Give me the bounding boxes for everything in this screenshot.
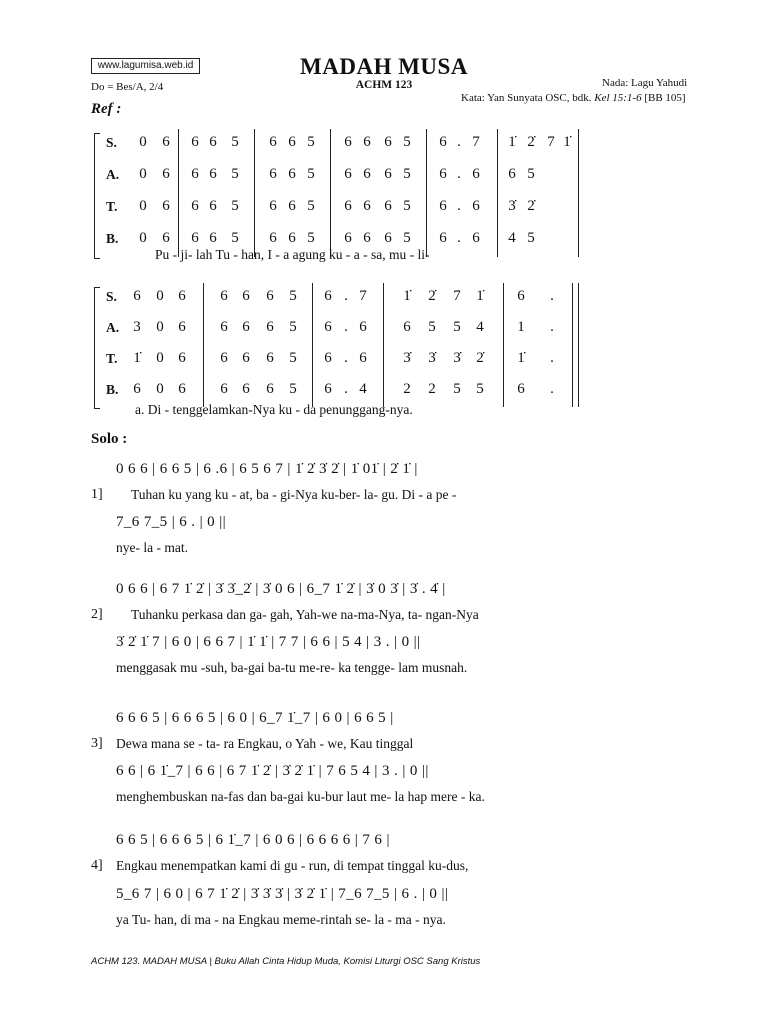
note: 6 [220, 319, 228, 335]
note: 5 [476, 381, 484, 397]
verse-1-number: 1] [91, 487, 103, 502]
barline [178, 129, 179, 161]
verse-4-lyrics-2: ya Tu- han, di ma - na Engkau meme-rintah se- la - ma - nya. [116, 912, 446, 927]
note: 6 [439, 134, 447, 150]
note: 6 [439, 230, 447, 246]
note: 5 [403, 134, 411, 150]
note: 2 [428, 381, 436, 397]
barline [383, 345, 384, 376]
note: 6 [220, 381, 228, 397]
note: 6 [288, 166, 296, 182]
note: 0 [139, 166, 147, 182]
note: 6 [344, 166, 352, 182]
note: 6 [162, 134, 170, 150]
note: 6 [384, 198, 392, 214]
note: 6 [178, 319, 186, 335]
voice-label: S. [106, 135, 117, 150]
note: 5 [527, 230, 535, 246]
barline [503, 283, 504, 314]
note: 1̇ [563, 134, 571, 150]
note: 6 [288, 134, 296, 150]
note: 0 [156, 350, 164, 366]
verse-1-lyrics-2: nye- la - mat. [116, 540, 188, 555]
verse-2-lyrics-2: menggasak mu -suh, ba-gai ba-tu me-re- ka tengge- lam musnah. [116, 660, 468, 675]
note: 2̇ [527, 198, 535, 214]
voice-label: S. [106, 289, 117, 304]
note: 0 [139, 134, 147, 150]
note: 5 [231, 198, 239, 214]
note: 5 [403, 198, 411, 214]
final-barline [578, 129, 579, 257]
note: . [457, 166, 461, 182]
barline [254, 161, 255, 193]
note: 5 [289, 381, 297, 397]
barline [426, 129, 427, 161]
note: 6 [359, 350, 367, 366]
note: 6 [344, 230, 352, 246]
voice-label: A. [106, 320, 120, 335]
voice-label: A. [106, 167, 120, 182]
note: 3̇ [403, 350, 411, 366]
note: . [550, 288, 554, 304]
note: 5 [231, 166, 239, 182]
final-barline [572, 283, 573, 407]
note: 1̇ [133, 350, 141, 366]
note: 6 [178, 381, 186, 397]
barline [503, 314, 504, 345]
note: 6 [191, 230, 199, 246]
verse-2-notes-2: 3̇ 2̇ 1̇ 7 | 6 0 | 6 6 7 | 1̇ 1̇ | 7 7 | 6 6 | 5 4 | 3 . | 0 || [116, 634, 421, 650]
verse-4-notes-2: 5_6 7 | 6 0 | 6 7 1̇ 2̇ | 3̇ 3̇ 3̇ | 3̇ 2̇ 1̇ | 7_6 7_5 | 6 . | 0 || [116, 886, 449, 902]
note: 6 [162, 230, 170, 246]
note: 6 [472, 230, 480, 246]
note: 1̇ [508, 134, 516, 150]
note: 7 [359, 288, 367, 304]
verse-2-lyrics-1: Tuhanku perkasa dan ga- gah, Yah-we na-ma-Nya, ta- ngan-Nya [131, 607, 479, 622]
note: 6 [133, 288, 141, 304]
note: 3̇ [428, 350, 436, 366]
note: 2̇ [428, 288, 436, 304]
barline [503, 345, 504, 376]
barline [497, 225, 498, 257]
lyrics-credit [461, 92, 686, 104]
note: . [550, 319, 554, 335]
note: 6 [324, 350, 332, 366]
note: . [550, 381, 554, 397]
note: 5 [453, 319, 461, 335]
barline [312, 314, 313, 345]
barline [312, 345, 313, 376]
note: 6 [324, 319, 332, 335]
note: 4 [476, 319, 484, 335]
lyrics-credit-suffix: [BB 105] [641, 92, 686, 104]
note: 6 [288, 230, 296, 246]
note: 7 [547, 134, 555, 150]
note: 6 [269, 198, 277, 214]
verse-3-lyrics-1: Dewa mana se - ta- ra Engkau, o Yah - we, Kau tinggal [116, 736, 414, 751]
barline [330, 193, 331, 225]
note: 6 [363, 230, 371, 246]
note: 6 [209, 198, 217, 214]
verse-3-lyrics-2: menghembuskan na-fas dan ba-gai ku-bur laut me- la hap mere - ka. [116, 789, 485, 804]
barline [254, 129, 255, 161]
key-signature: Do = Bes/A, 2/4 [91, 81, 164, 93]
barline [426, 193, 427, 225]
note: 5 [289, 288, 297, 304]
note: 4 [508, 230, 516, 246]
note: 5 [428, 319, 436, 335]
note: 6 [220, 288, 228, 304]
note: 3̇ [508, 198, 516, 214]
note: 5 [307, 166, 315, 182]
note: 2̇ [527, 134, 535, 150]
system-bracket [94, 287, 100, 409]
lyrics-credit-prefix: Kata: Yan Sunyata OSC, bdk. [461, 92, 595, 104]
note: 6 [439, 166, 447, 182]
note: 1 [517, 319, 525, 335]
note: 6 [359, 319, 367, 335]
verse-3-notes-2: 6 6 | 6 1̇_7 | 6 6 | 6 7 1̇ 2̇ | 3̇ 2̇ 1̇ | 7 6 5 4 | 3 . | 0 || [116, 763, 429, 779]
barline [203, 345, 204, 376]
note: . [457, 198, 461, 214]
note: 5 [403, 166, 411, 182]
note: . [457, 230, 461, 246]
note: 6 [242, 288, 250, 304]
footer-citation: ACHM 123. MADAH MUSA | Buku Allah Cinta Hidup Muda, Komisi Liturgi OSC Sang Kristus [91, 956, 481, 967]
verse-1-notes-2: 7_6 7_5 | 6 . | 0 || [116, 514, 227, 530]
note: 6 [384, 166, 392, 182]
note: 6 [517, 381, 525, 397]
note: 6 [344, 134, 352, 150]
barline [503, 376, 504, 407]
barline [383, 283, 384, 314]
refrain-label: Ref : [91, 101, 122, 117]
verse-3-number: 3] [91, 736, 103, 751]
song-title: MADAH MUSA [300, 54, 468, 79]
note: . [344, 381, 348, 397]
note: 6 [266, 381, 274, 397]
solo-label: Solo : [91, 431, 128, 447]
note: 5 [527, 166, 535, 182]
note: 6 [191, 134, 199, 150]
refrain-lyrics-2: a. Di - tenggelamkan-Nya ku - da penunggang-nya. [135, 402, 413, 417]
note: . [344, 319, 348, 335]
system-bracket [94, 133, 100, 259]
scripture-reference: Kel 15:1-6 [594, 92, 642, 104]
note: 4 [359, 381, 367, 397]
verse-4-notes-1: 6 6 5 | 6 6 6 5 | 6 1̇_7 | 6 0 6 | 6 6 6 6 | 7 6 | [116, 832, 390, 848]
verse-4-number: 4] [91, 858, 103, 873]
barline [203, 314, 204, 345]
voice-label: B. [106, 382, 119, 397]
note: 6 [324, 381, 332, 397]
note: 5 [231, 230, 239, 246]
barline [178, 193, 179, 225]
barline [330, 129, 331, 161]
note: 6 [162, 166, 170, 182]
note: 6 [209, 134, 217, 150]
note: . [550, 350, 554, 366]
note: 6 [472, 198, 480, 214]
note: 6 [220, 350, 228, 366]
note: 0 [139, 198, 147, 214]
voice-label: B. [106, 231, 119, 246]
note: 6 [266, 319, 274, 335]
barline [426, 161, 427, 193]
verse-4-lyrics-1: Engkau menempatkan kami di gu - run, di tempat tinggal ku-dus, [116, 858, 469, 873]
barline [203, 283, 204, 314]
melody-credit: Nada: Lagu Yahudi [602, 77, 688, 89]
note: 6 [344, 198, 352, 214]
note: 6 [266, 288, 274, 304]
note: 5 [307, 198, 315, 214]
note: 6 [269, 166, 277, 182]
note: 6 [508, 166, 516, 182]
note: 6 [269, 230, 277, 246]
refrain-lyrics-1: Pu - ji- lah Tu - han, I - a agung ku - a - sa, mu - li- [155, 247, 430, 262]
note: 6 [133, 381, 141, 397]
barline [312, 283, 313, 314]
note: 6 [178, 350, 186, 366]
note: 5 [403, 230, 411, 246]
note: 0 [156, 319, 164, 335]
barline [383, 314, 384, 345]
song-code: ACHM 123 [355, 79, 413, 91]
note: 3 [133, 319, 141, 335]
note: 6 [324, 288, 332, 304]
note: 3̇ [453, 350, 461, 366]
note: 5 [453, 381, 461, 397]
note: 2 [403, 381, 411, 397]
note: 5 [289, 350, 297, 366]
note: 6 [266, 350, 274, 366]
note: . [344, 350, 348, 366]
note: 0 [156, 288, 164, 304]
verse-1-notes-1: 0 6 6 | 6 6 5 | 6 .6 | 6 5 6 7 | 1̇ 2̇ 3̇ 2̇ | 1̇ 01̇ | 2̇ 1̇ | [116, 461, 418, 477]
note: 6 [363, 198, 371, 214]
note: 6 [242, 350, 250, 366]
note: 6 [269, 134, 277, 150]
note: 5 [231, 134, 239, 150]
note: 5 [307, 230, 315, 246]
verse-1-lyrics-1: Tuhan ku yang ku - at, ba - gi-Nya ku-ber- la- gu. Di - a pe - [131, 487, 457, 502]
note: 0 [156, 381, 164, 397]
voice-label: T. [106, 351, 118, 366]
note: 6 [472, 166, 480, 182]
note: 6 [209, 230, 217, 246]
note: 6 [209, 166, 217, 182]
note: 6 [517, 288, 525, 304]
note: 5 [289, 319, 297, 335]
note: 6 [178, 288, 186, 304]
note: 6 [384, 230, 392, 246]
note: 0 [139, 230, 147, 246]
note: 1̇ [517, 350, 525, 366]
note: 6 [363, 166, 371, 182]
barline [497, 161, 498, 193]
note: 6 [242, 381, 250, 397]
note: 1̇ [403, 288, 411, 304]
note: 6 [403, 319, 411, 335]
note: 6 [363, 134, 371, 150]
note: 6 [242, 319, 250, 335]
note: . [457, 134, 461, 150]
note: 2̇ [476, 350, 484, 366]
note: 7 [472, 134, 480, 150]
final-barline [578, 283, 579, 407]
note: 5 [307, 134, 315, 150]
verse-3-notes-1: 6 6 6 5 | 6 6 6 5 | 6 0 | 6_7 1̇_7 | 6 0 | 6 6 5 | [116, 710, 394, 726]
barline [497, 129, 498, 161]
note: . [344, 288, 348, 304]
barline [178, 161, 179, 193]
barline [497, 193, 498, 225]
note: 6 [288, 198, 296, 214]
barline [330, 161, 331, 193]
note: 6 [439, 198, 447, 214]
verse-2-number: 2] [91, 607, 103, 622]
website-label: www.lagumisa.web.id [91, 58, 200, 74]
voice-label: T. [106, 199, 118, 214]
note: 6 [191, 166, 199, 182]
note: 6 [191, 198, 199, 214]
verse-2-notes-1: 0 6 6 | 6 7 1̇ 2̇ | 3̇ 3̇_2̇ | 3̇ 0 6 | 6_7 1̇ 2̇ | 3̇ 0 3̇ | 3̇ . 4̇ | [116, 581, 446, 597]
note: 6 [162, 198, 170, 214]
note: 6 [384, 134, 392, 150]
barline [254, 193, 255, 225]
note: 7 [453, 288, 461, 304]
note: 1̇ [476, 288, 484, 304]
